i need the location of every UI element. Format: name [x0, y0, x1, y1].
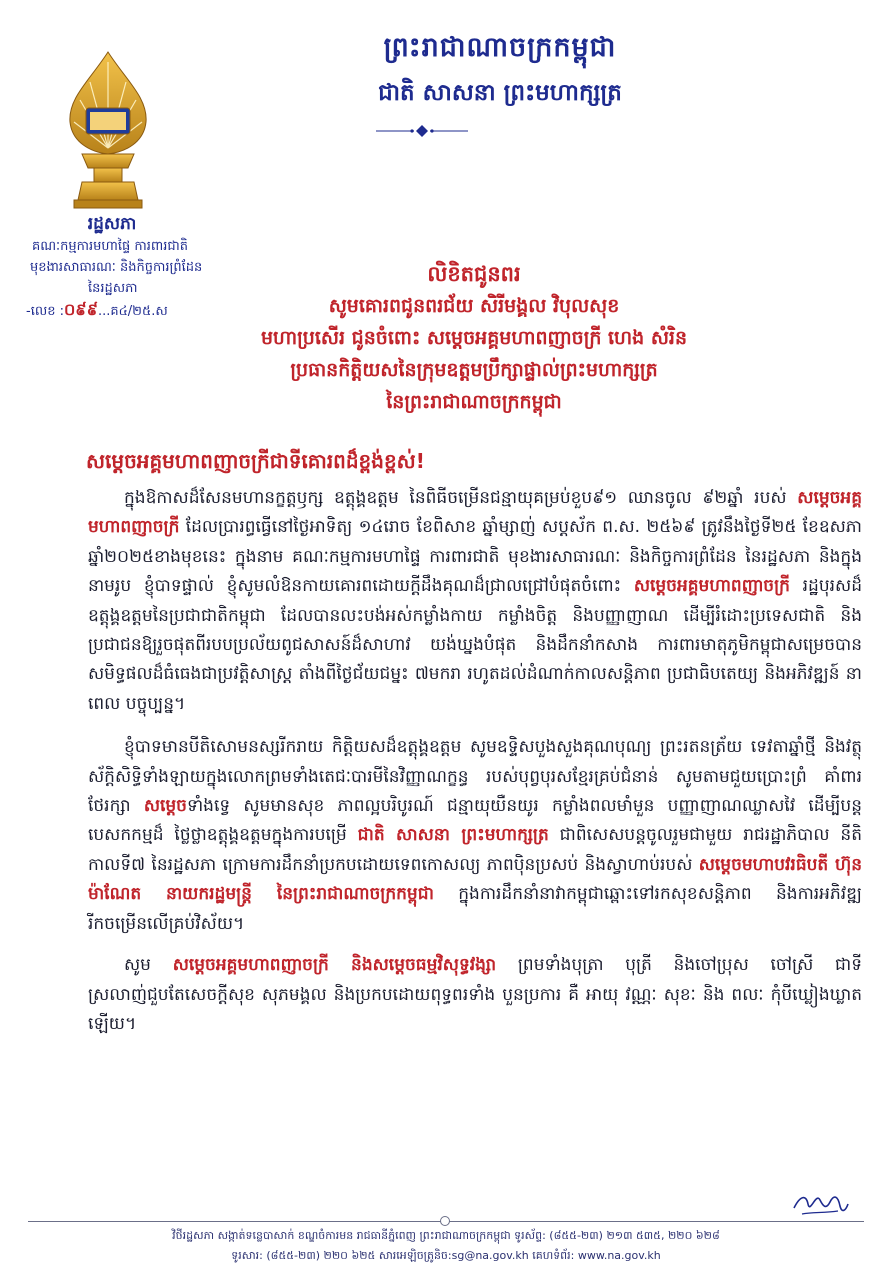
p2-text-c: ទាំងទ្វេ សូមមានសុខ ភាពល្អបរិបូរណ៍ ជន្មាយុយឺនយូរ កម្លាំងពលមាំមួន បញ្ញាញាណឈ្លាសវៃ ដើម្បីបន្តបេសកកម្មដ៏ ថ្លៃថ្លាឧត្តុង្គឧត្តមក្នុងការបម្រើ — [88, 796, 863, 846]
title-line-1: លិខិតជូនពរ — [427, 262, 521, 286]
institution-line-2: មុខងារសាធារណៈ និងកិច្ចការព្រំដែន — [30, 260, 203, 275]
footer — [28, 1226, 864, 1266]
institution-name: រដ្ឋសភា — [87, 214, 137, 234]
title-line-4: ប្រធានកិត្តិយសនៃក្រុមឧត្តមប្រឹក្សាផ្ទាល់ព្រះមហាក្សត្រ — [290, 359, 658, 381]
title-line-2: សូមគោរពជូនពរជ័យ សិរីមង្គល វិបុលសុខ — [328, 295, 620, 317]
institution-line-3: នៃរដ្ឋសភា — [88, 281, 138, 296]
p1-text-a: ក្នុងឱកាសដ៏សែនមហានក្ខត្តឫក្ស ឧត្តុង្គឧត្តម នៃពិធីចម្រើនជន្មាយុគម្រប់ខួប៩១ ឈានចូល ៩២ឆ្នាំ របស់ — [124, 488, 787, 508]
p2-motto: ជាតិ សាសនា ព្រះមហាក្សត្រ — [357, 825, 549, 846]
p2-text-e: ក្នុងការដឹកនាំនាវាកម្ពុជាឆ្ពោះទៅរកសុខសន្តិភាព និងការអភិវឌ្ឍរីកចម្រើនលើគ្រប់វិស័យ។ — [88, 884, 863, 934]
salutation: សម្តេចអគ្គមហាពញាចក្រីជាទីគោរពដ៏ខ្ពង់ខ្ពស់! — [86, 449, 425, 473]
p2-honorific-1: សម្តេច — [143, 796, 187, 817]
title-line-3: មហាប្រសើរ ជូនចំពោះ សម្តេចអគ្គមហាពញាចក្រី ហេង សំរិន — [260, 327, 688, 349]
royal-emblem-icon — [60, 50, 156, 210]
footer-ornament-icon — [440, 1216, 450, 1226]
footer-contact: ទូរសារ: (៨៥៥-២៣) ២២០ ៦២៥ សារអេឡិចត្រូនិច:sg@na.gov.kh គេហទំព័រ: www.na.gov.kh — [231, 1249, 661, 1262]
p1-text-d: រដ្ឋបុរសដ៏ឧត្តុង្គឧត្តមនៃប្រជាជាតិកម្ពុជា ដែលបានលះបង់អស់កម្លាំងកាយ កម្លាំងចិត្ត និងបញ្ញាញាណ ដើម្បីរំដោះប្រទេសជាតិ និងប្រជាជនឱ្យរួចផុតពីរបបប្រល័យពូជសាសន៍ដ៏សាហាវ យង់ឃ្នងបំផុត និងដឹកនាំកសាង ការពារមាតុភូមិកម្ពុជាសម្រេចបានសមិទ្ធផលដ៏ធំធេងជាប្រវត្តិសាស្ត្រ តាំងពីថ្ងៃជ័យជម្នះ ៧មករា រហូតដល់ដំណាក់កាលសន្តិភាព ប្រជាធិបតេយ្យ និងអភិវឌ្ឍន៍ នាពេល បច្ចុប្បន្ន។ — [88, 576, 862, 714]
footer-address: វិថីរដ្ឋសភា សង្កាត់ទន្លេបាសាក់ ខណ្ឌចំការមន រាជធានីភ្នំពេញ ព្រះរាជាណាចក្រកម្ពុជា ទូរស័ព្ទ: (៨៥៥-២៣) ២១៣ ៥៣៥, ២២០ ៦២៨ — [172, 1229, 720, 1242]
institution-line-1: គណៈកម្មការមហាផ្ទៃ ការពារជាតិ — [32, 239, 188, 254]
p1-honorific-2: សម្តេចអគ្គមហាពញាចក្រី — [633, 576, 790, 597]
letter-title — [176, 258, 772, 418]
kingdom-header — [260, 28, 740, 112]
p2-text-a: ខ្ញុំបាទមានបីតិសោមនស្សរីករាយ កិត្តិយសដ៏ឧត្តុង្គឧត្តម សូមឧទ្ទិសបួងសួងគុណបុណ្យ ព្រះរតនត្រ័យ ទេវតាឆ្នាំថ្មី និងវត្ថុស័ក្តិសិទ្ធិទាំងឡាយក្នុងលោកព្រមទាំងតេជៈបារមីនៃវិញ្ញាណក្ខន្ធ របស់បុព្វបុរសខ្មែរគ្រប់ជំនាន់ សូមតាមជួយប្រោះព្រំ គាំពារ ថែរក្សា — [88, 737, 862, 817]
p3-text-a: សូម — [124, 955, 151, 976]
p1-text-c: ដែលប្រារព្ធធ្វើនៅថ្ងៃអាទិត្យ ១៤រោច ខែពិសាខ ឆ្នាំម្សាញ់ សប្តស័ក ព.ស. ២៥៦៩ ត្រូវនឹងថ្ងៃទី២៥ ខែឧសភា ឆ្នាំ២០២៥ខាងមុខនេះ ក្នុងនាម គណៈកម្មការមហាផ្ទៃ ការពារជាតិ មុខងារសាធារណៈ និងកិច្ចការព្រំដែន នៃរដ្ឋសភា និងក្នុងនាមរូប ខ្ញុំបាទផ្ទាល់ ខ្ញុំសូមលំឱនកាយគោរពដោយក្តីដឹងគុណដ៏ជ្រាលជ្រៅបំផុតចំពោះ — [88, 517, 862, 597]
p2-text-d: ជាពិសេសបន្តចូលរួមជាមួយ រាជរដ្ឋាភិបាល នីតិកាលទី៧ នៃរដ្ឋសភា ក្រោមការដឹកនាំប្រកបដោយទេពកោសល្យ ភាពប៉ិនប្រសប់ និងស្វាហាប់របស់ — [88, 825, 863, 875]
title-line-5: នៃព្រះរាជាណាចក្រកម្ពុជា — [386, 391, 562, 413]
letter-body — [88, 484, 862, 1045]
national-motto: ជាតិ សាសនា ព្រះមហាក្សត្រ — [378, 80, 622, 106]
ornament-divider-icon — [376, 124, 468, 138]
paragraph-1 — [88, 484, 862, 719]
ref-suffix: ...គ៤/២៥.ស — [97, 304, 168, 319]
p2-prime-minister: សម្តេចមហាបវរធិបតី ហ៊ុន ម៉ាណែត នាយករដ្ឋមន្ត្រី នៃព្រះរាជាណាចក្រកម្ពុជា — [88, 854, 862, 905]
paragraph-2 — [88, 733, 862, 939]
ref-prefix: -លេខ : — [26, 304, 64, 319]
paragraph-3 — [88, 951, 862, 1039]
p3-honorific: សម្តេចអគ្គមហាពញាចក្រី និងសម្តេចធម្មវិសុទ្ធវង្សា — [172, 955, 497, 976]
kingdom-name: ព្រះរាជាណាចក្រកម្ពុជា — [383, 32, 617, 63]
signature-icon — [790, 1186, 852, 1220]
p1-honorific-1: សម្តេចអគ្គមហាពញាចក្រី — [88, 488, 863, 538]
ref-number: ០៩៩ — [63, 300, 98, 319]
p3-text-c: ព្រមទាំងបុត្រា បុត្រី និងចៅប្រុស ចៅស្រី ជាទីស្រលាញ់ជួបតែសេចក្តីសុខ សុភមង្គល និងប្រកបដោយពុទ្ធពរទាំង បួនប្រការ គឺ អាយុ វណ្ណៈ សុខៈ និង ពលៈ កុំបីឃ្លៀងឃ្លាតឡើយ។ — [88, 955, 862, 1034]
